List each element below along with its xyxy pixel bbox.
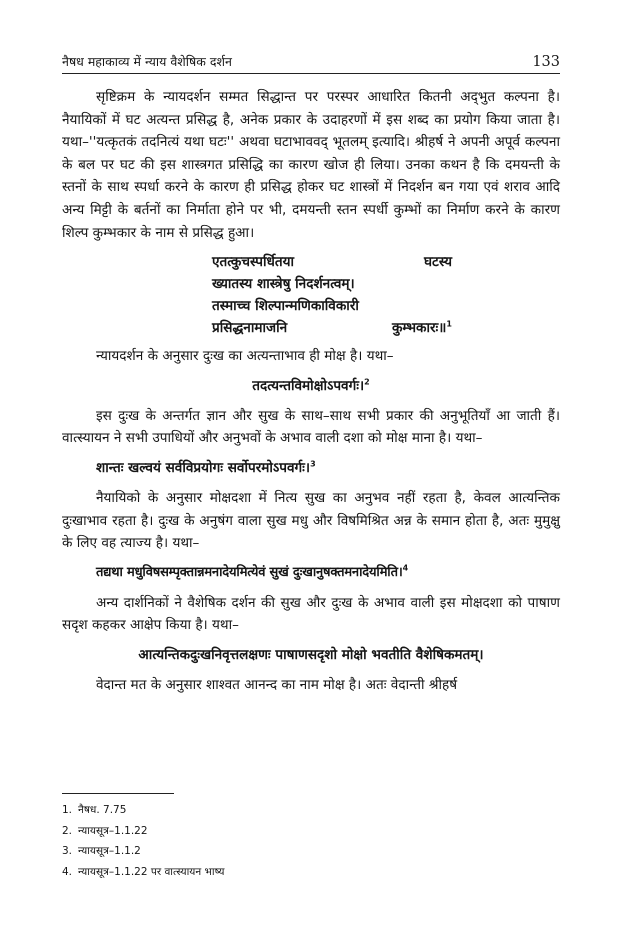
quote-3-text: तद्यथा मधुविषसम्पृक्तान्नमनादेयमित्येवं सुखं दुःखानुषक्तमनादेयमिति। <box>96 564 403 580</box>
footnote-text: न्यायसूत्र–1.1.22 <box>78 824 148 837</box>
footnote-ref-3: 3 <box>310 459 316 469</box>
running-header <box>62 46 560 70</box>
page-number: 133 <box>532 54 560 70</box>
footnote-text: न्यायसूत्र–1.1.2 <box>78 845 141 857</box>
header-rule <box>62 73 560 74</box>
verse-line-3 <box>212 295 452 317</box>
quote-2-text: शान्तः खल्वयं सर्वविप्रयोगः सर्वोपरमोऽपवर्गः। <box>96 459 311 476</box>
paragraph-3: इस दुःख के अन्तर्गत ज्ञान और सुख के साथ–साथ सभी प्रकार की अनुभूतियाँ आ जाती हैं। वात्स्यायन ने सभी उपाधियों और अनुभवों के अभाव वाली दशा को मोक्ष माना है। यथा– <box>62 407 560 447</box>
running-title: नैषध महाकाव्य में न्याय वैशेषिक दर्शन <box>62 54 232 69</box>
quote-3 <box>62 562 560 584</box>
footnote <box>62 821 560 842</box>
page-body <box>62 86 560 704</box>
paragraph-1: सृष्टिक्रम के न्यायदर्शन सम्मत सिद्धान्त पर परस्पर आधारित कितनी अद्‌भुत कल्पना है। नैयायिकों में घट अत्यन्त प्रसिद्ध है, अनेक प्रकार के उदाहरणों में इस शब्द का प्रयोग किया जाता है। यथा–''यत्कृतकं तदनित्यं यथा घटः'' अथवा घटाभाववद् भूतलम् इत्यादि। श्रीहर्ष ने अपनी अपूर्व कल्पना के बल पर घट की इस शास्त्रगत प्रसिद्धि का कारण खोज ही लिया। उनका कथन है कि दमयन्ती के स्तनों के साथ स्पर्धा करने के कारण ही प्रसिद्ध होकर घट शास्त्रों में निदर्शन बन गया एवं शराव आदि अन्य मिट्टी के बर्तनों का निर्माता होने पर भी, दमयन्ती स्तन स्पर्धी कुम्भों का निर्माण करने के कारण शिल्प कुम्भकार के नाम से प्रसिद्ध हुआ। <box>62 89 560 241</box>
footnote-number: 4. <box>62 865 73 878</box>
verse-line-4 <box>212 317 452 339</box>
footnote-ref-4: 4 <box>402 563 408 573</box>
quote-4 <box>62 644 560 666</box>
quote-4-text: आत्यन्तिकदुःखनिवृत्तलक्षणः पाषाणसदृशो मोक्षो भवतीति वैशेषिकमतम्। <box>138 646 484 663</box>
quote-2 <box>62 457 560 479</box>
verse-line-4-a: प्रसिद्धनामाजनि <box>212 320 288 337</box>
paragraph-4: नैयायिको के अनुसार मोक्षदशा में नित्य सुख का अनुभव नहीं रहता है, केवल आत्यन्तिक दुःखाभाव रहता है। दुःख के अनुषंग वाला सुख मधु और विषमिश्रित अन्न के समान होता है, अतः मुमुक्षु के लिए वह त्याज्य है। यथा– <box>62 489 560 552</box>
footnote <box>62 841 560 862</box>
paragraph-2: न्यायदर्शन के अनुसार दुःख का अत्यन्ताभाव ही मोक्ष है। यथा– <box>96 348 394 365</box>
paragraph-5: अन्य दार्शनिकों ने वैशेषिक दर्शन की सुख और दुःख के अभाव वाली इस मोक्षदशा को पाषाण सदृश कहकर आक्षेप किया है। यथा– <box>62 594 560 634</box>
verse-line-1 <box>212 251 452 273</box>
verse-line-2-text: ख्यातस्य शास्त्रेषु निदर्शनत्वम्। <box>212 276 355 293</box>
footnotes <box>62 800 560 882</box>
footnote-ref-2: 2 <box>364 377 370 387</box>
verse-line-2 <box>212 273 452 295</box>
footnote-text: नैषध. 7.75 <box>78 804 127 816</box>
footnote-number: 2. <box>62 824 73 837</box>
quote-1 <box>62 375 560 397</box>
paragraph-6: वेदान्त मत के अनुसार शाश्वत आनन्द का नाम मोक्ष है। अतः वेदान्ती श्रीहर्ष <box>96 676 458 693</box>
quote-1-text: तदत्यन्तविमोक्षोऽपवर्गः। <box>252 377 365 394</box>
verse-line-4-b-text: कुम्भकारः॥ <box>391 320 447 337</box>
footnote-number: 1. <box>62 804 73 816</box>
footnote <box>62 862 560 883</box>
footnote-text: न्यायसूत्र–1.1.22 पर वात्स्यायन भाष्य <box>78 865 225 878</box>
footnote-rule <box>62 793 174 794</box>
footnote-ref-1: 1 <box>446 319 452 329</box>
verse-line-1-a: एतत्कुचस्पर्धितया <box>212 254 295 271</box>
footnote-number: 3. <box>62 845 73 857</box>
verse-line-3-text: तस्माच्च शिल्पान्मणिकाविकारी <box>212 298 359 315</box>
verse-block <box>212 251 452 339</box>
verse-line-1-b: घटस्य <box>423 254 452 271</box>
verse-line-4-b <box>392 317 452 339</box>
footnote <box>62 800 560 821</box>
